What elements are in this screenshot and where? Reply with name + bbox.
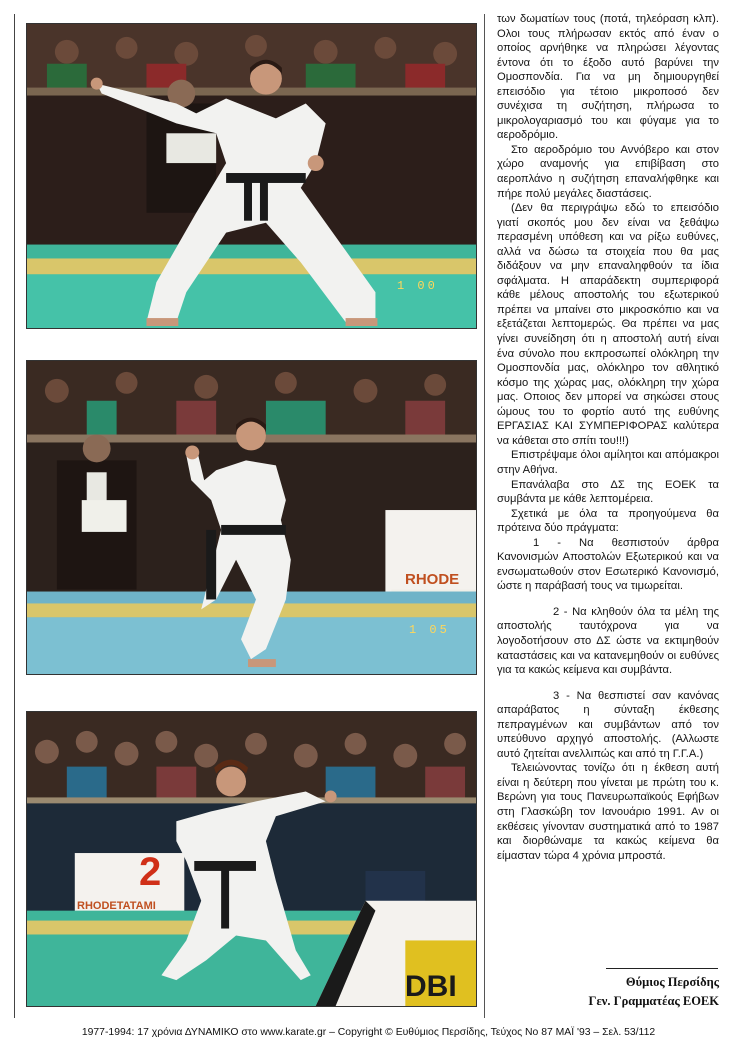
article-paragraph: Σχετικά με όλα τα προηγούμενα θα πρότεινα δύο πράγματα: bbox=[497, 507, 719, 535]
photo-1-timestamp: 1 00 bbox=[397, 279, 438, 293]
article-paragraph: Στο αεροδρόμιο του Αννόβερο και στον χώρο αναμονής για επιβίβαση στο αεροπλάνο η συζήτηση επαναλήφθηκε και πήρε πολύ μεγάλες διαστάσεις. bbox=[497, 143, 719, 200]
photo-3-image bbox=[27, 712, 476, 1006]
photo-3-board-number: 2 bbox=[139, 850, 162, 894]
photo-3-sponsor-sign: DBI bbox=[405, 970, 457, 1003]
article-paragraph: 2 - Να κληθούν όλα τα μέλη της αποστολής ταυτόχρονα για να λογοδοτήσουν στο ΔΣ ώστε να εκτιμηθούν καταστάσεις και να κατανεμηθούν οι ευθύνες για τα κακώς κείμενα και συμβάντα. bbox=[497, 605, 719, 677]
karate-photo-kata-1 bbox=[26, 23, 477, 329]
author-title: Γεν. Γραμματέας ΕΟΕΚ bbox=[588, 994, 719, 1008]
photo-2-timestamp: 1 05 bbox=[409, 623, 450, 637]
signature-rule bbox=[606, 968, 718, 969]
article-paragraph: Επιστρέψαμε όλοι αμίλητοι και απόμακροι στην Αθήνα. bbox=[497, 449, 719, 476]
article-paragraph: Τελειώνοντας τονίζω ότι η έκθεση αυτή είναι η δεύτερη που γίνεται με πρώτη του κ. Βερώνη για τους Πανευρωπαϊκούς Εφήβων στη Γλασκώβη τον Ιανουάριο 1991. Αν οι εκθέσεις γίνονταν συστηματικά από το 1987 και διορθώναμε τα κακώς κείμενα θα είμασταν τώρα 4 χρόνια μπροστά. bbox=[497, 762, 719, 862]
column-divider bbox=[484, 14, 485, 1018]
page-footer: 1977-1994: 17 χρόνια ΔΥΝΑΜΙΚΟ στο www.karate.gr – Copyright © Ευθύμιος Περσίδης, Τεύχος Νο 87 ΜΑΪ '93 – Σελ. 53/112 bbox=[81, 1027, 656, 1038]
article-paragraph: 1 - Να θεσπιστούν άρθρα Κανονισμών Αποστολών Εξωτερικού και να ενσωματωθούν στον Εσωτερικό Κανονισμό, ώστε η παράβασή τους να τιμωρείται. bbox=[497, 536, 719, 593]
author-name: Θύμιος Περσίδης bbox=[625, 975, 719, 989]
article-paragraph: 3 - Να θεσπιστεί σαν κανόνας απαράβατος η σύνταξη έκθεσης πεπραγμένων και συμβάντων από τον υπεύθυνο αρχηγό αποστολής. (Αλλωστε αυτό ζητείται ανελλιπώς και από τη Γ.Γ.Α.) bbox=[497, 689, 719, 760]
karate-photo-kata-3 bbox=[26, 711, 477, 1007]
article-paragraph: (Δεν θα περιγράψω εδώ το επεισόδιο γιατί σκοπός μου δεν είναι να ξεθάψω περασμένη υπόθεση και να ρίξω ευθύνες, αλλά να δώσω τα στοιχεία που θα μας διδάξουν να μην επαναληφθούν τα ίδια σφάλματα. Η απαράδεκτη συμπεριφορά κάθε μέλους αποστολής του εξωτερικού πρέπει να μπαίνει στο μικροσκόπιο και να εξετάζεται λεπτομερώς. Θα πρέπει να μας γίνει συνείδηση ότι η αποστολή αυτή είναι ένα σύνολο που εκπροσωπεί ολόκληρη την Ομοσπονδία μας, ολόκληρο τον αθλητικό κόσμο της χώρας μας, ολόκληρη την χώρα μας. Οποιος δεν μπορεί να σηκώσει στους ώμους του το φορτίο αυτό της ευθύνης ΕΡΓΑΣΙΑΣ ΚΑΙ ΣΥΜΠΕΡΙΦΟΡΑΣ καλύτερα να κάθεται στο σπίτι του!!!) bbox=[497, 202, 719, 447]
article-paragraph: των δωματίων τους (ποτά, τηλεόραση κλπ). Ολοι τους πλήρωσαν εκτός από έναν ο οποίος αρνήθηκε να πληρώσει λέγοντας έντονα ότι το έξοδο αυτό βαρύνει την Ομοσπονδία. Για να μη δημιουργηθεί επεισόδιο για τέτοιο μικροποσό δεν συνέχισα τη συζήτηση, πλήρωσα το μικρολογαριασμό του και φύγαμε για το αεροδρόμιο. bbox=[497, 13, 719, 142]
article-text-column bbox=[497, 12, 719, 863]
article-paragraph: Επανάλαβα στο ΔΣ της ΕΟΕΚ τα συμβάντα με κάθε λεπτομέρεια. bbox=[497, 478, 719, 506]
karate-photo-kata-2 bbox=[26, 360, 477, 675]
photo-2-sponsor-sign: RHODE bbox=[405, 571, 460, 588]
photo-3-board-text: RHODETATAMI bbox=[77, 900, 156, 912]
left-margin-rule bbox=[14, 14, 15, 1018]
